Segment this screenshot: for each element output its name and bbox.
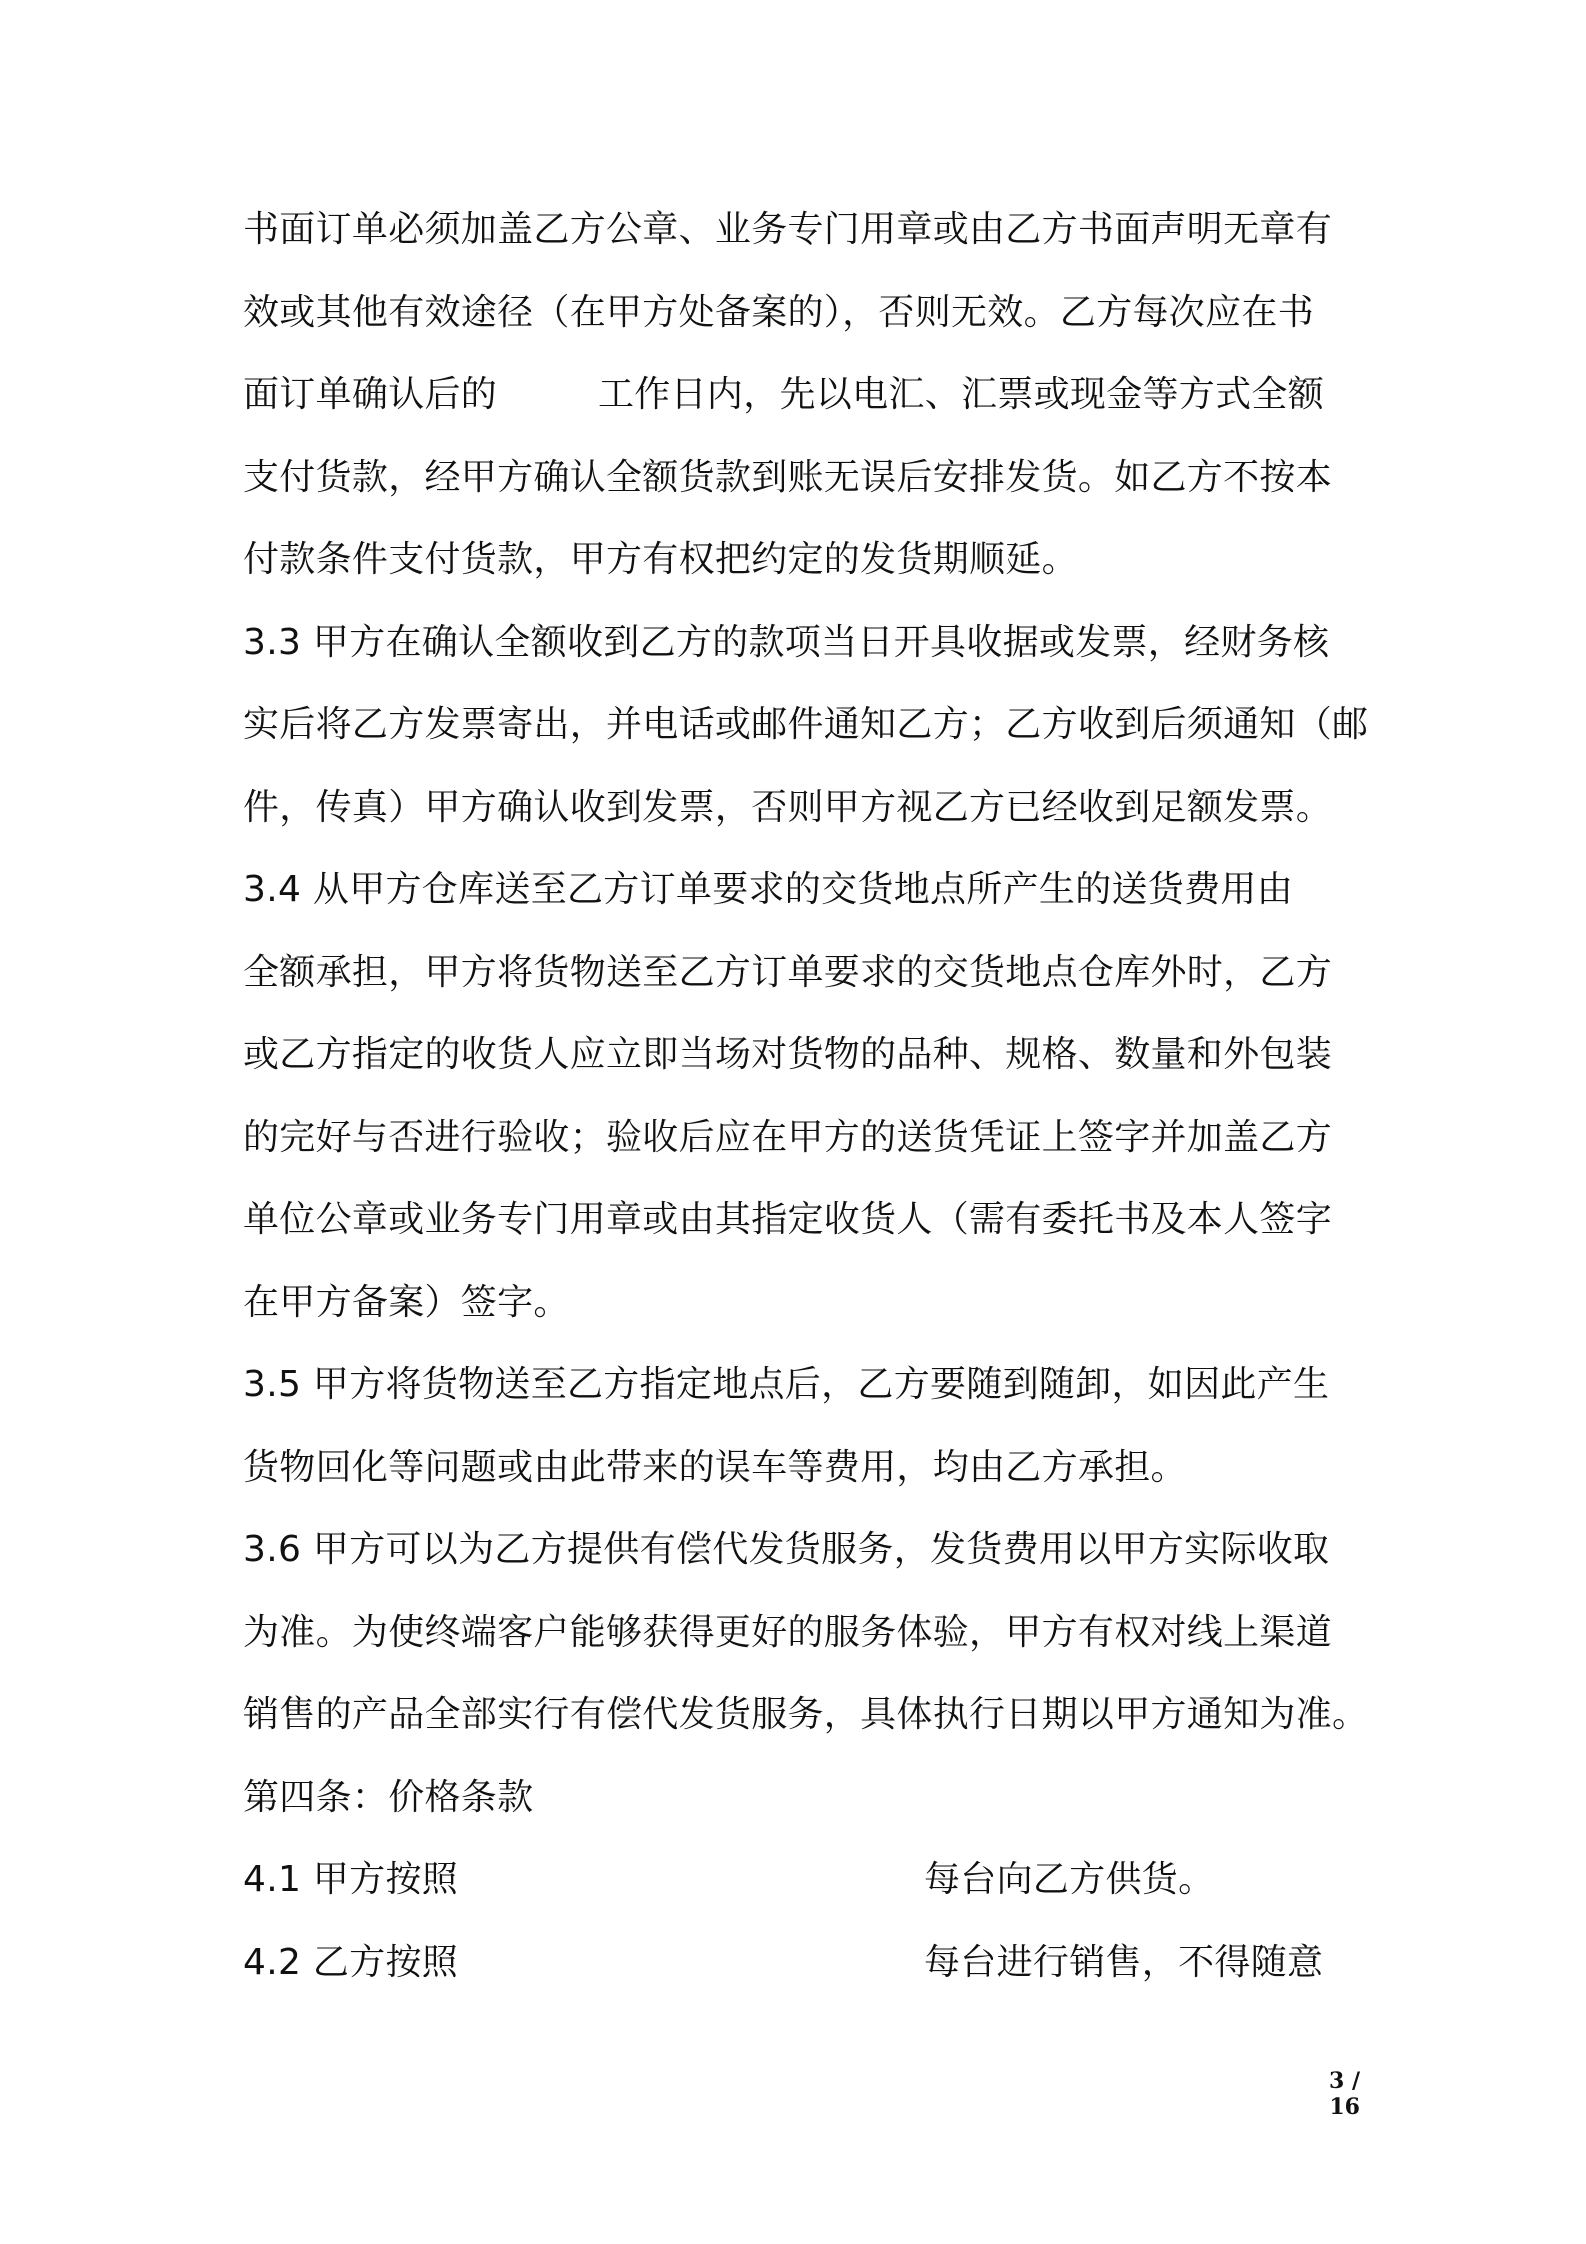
line-fragment: 面订单确认后的	[243, 374, 498, 415]
paragraph-line: 销售的产品全部实行有偿代发货服务，具体执行日期以甲方通知为准。	[243, 1694, 1369, 1735]
paragraph-line: 书面订单必须加盖乙方公章、业务专门用章或由乙方书面声明无章有	[243, 209, 1333, 250]
line-fragment: 4.2 乙方按照	[243, 1942, 459, 1983]
line-fragment: 每台向乙方供货。	[924, 1859, 1215, 1900]
paragraph-line: 实后将乙方发票寄出，并电话或邮件通知乙方；乙方收到后须通知（邮	[243, 704, 1369, 745]
section-3-4-line: 3.4 从甲方仓库送至乙方订单要求的交货地点所产生的送货费用由	[243, 869, 1293, 910]
paragraph-line: 在甲方备案）签字。	[243, 1282, 570, 1323]
paragraph-line	[243, 365, 1343, 425]
paragraph-line: 货物回化等问题或由此带来的误车等费用，均由乙方承担。	[243, 1447, 1187, 1488]
line-fragment: 4.1 甲方按照	[243, 1859, 459, 1900]
paragraph-line: 全额承担，甲方将货物送至乙方订单要求的交货地点仓库外时，乙方	[243, 952, 1333, 993]
paragraph-line: 效或其他有效途径（在甲方处备案的），否则无效。乙方每次应在书	[243, 292, 1315, 333]
section-3-5-line: 3.5 甲方将货物送至乙方指定地点后，乙方要随到随卸，如因此产生	[243, 1364, 1330, 1405]
article-4-heading: 第四条：价格条款	[243, 1777, 534, 1818]
paragraph-line: 支付货款，经甲方确认全额货款到账无误后安排发货。如乙方不按本	[243, 457, 1333, 498]
page-number: 3 / 16	[1328, 2068, 1360, 2120]
section-3-3-line: 3.3 甲方在确认全额收到乙方的款项当日开具收据或发票，经财务核	[243, 622, 1330, 663]
paragraph-line: 付款条件支付货款，甲方有权把约定的发货期顺延。	[243, 539, 1078, 580]
paragraph-line: 或乙方指定的收货人应立即当场对货物的品种、规格、数量和外包装	[243, 1034, 1333, 1075]
line-fragment: 工作日内，先以电汇、汇票或现金等方式全额	[598, 374, 1325, 415]
paragraph-line: 单位公章或业务专门用章或由其指定收货人（需有委托书及本人签字	[243, 1199, 1333, 1240]
line-fragment: 每台进行销售，不得随意	[924, 1942, 1324, 1983]
paragraph-line: 件，传真）甲方确认收到发票，否则甲方视乙方已经收到足额发票。	[243, 787, 1333, 828]
section-4-2-line	[243, 1933, 1343, 1993]
section-3-6-line: 3.6 甲方可以为乙方提供有偿代发货服务，发货费用以甲方实际收取	[243, 1529, 1330, 1570]
paragraph-line: 的完好与否进行验收；验收后应在甲方的送货凭证上签字并加盖乙方	[243, 1117, 1333, 1158]
paragraph-line: 为准。为使终端客户能够获得更好的服务体验，甲方有权对线上渠道	[243, 1612, 1333, 1653]
section-4-1-line	[243, 1850, 1343, 1910]
